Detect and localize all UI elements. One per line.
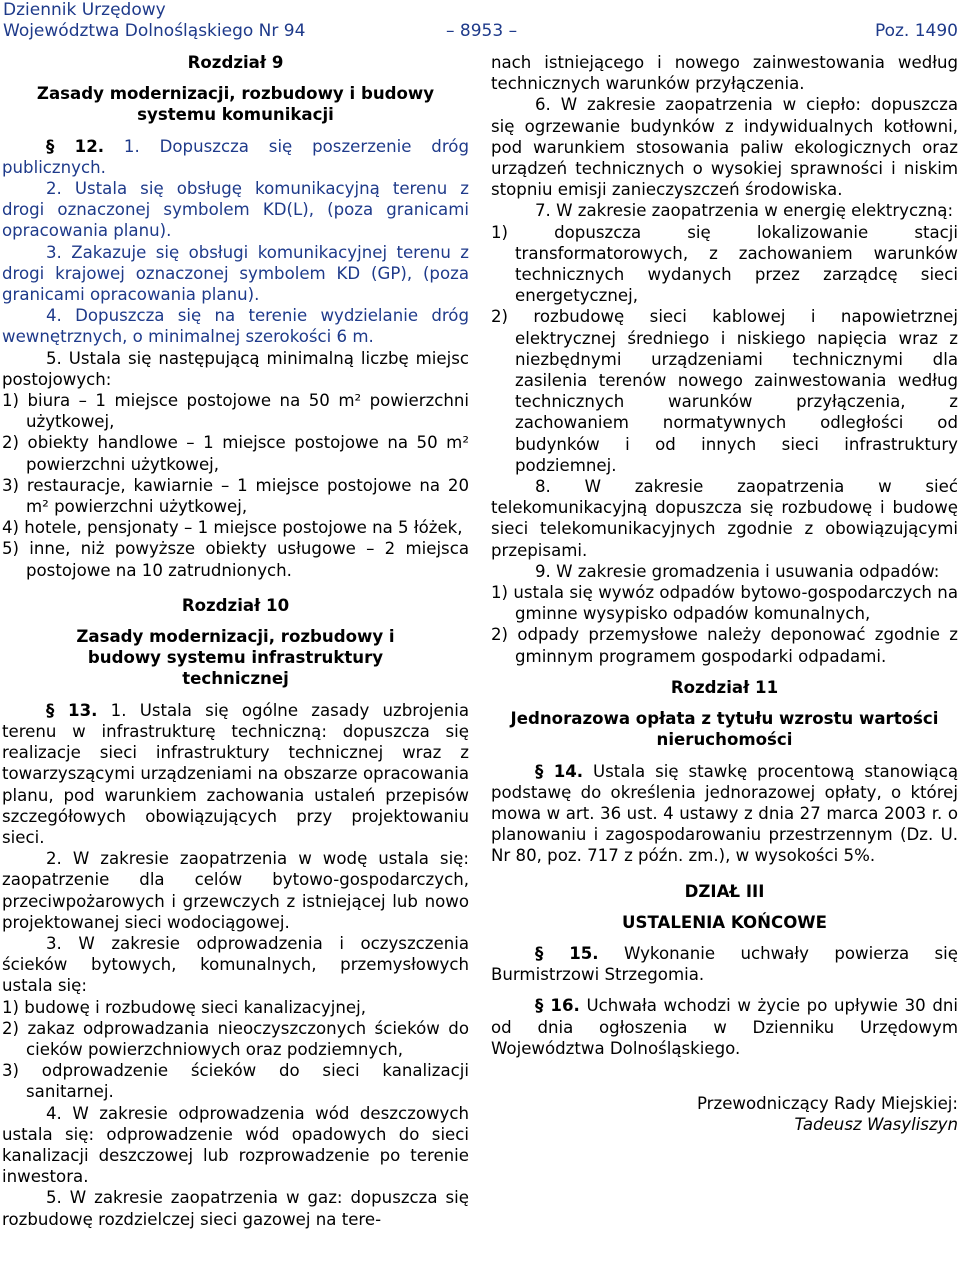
section-13-paragraph-9: 9. W zakresie gromadzenia i usuwania odpadów: — [535, 561, 940, 581]
section-16: § 16. Uchwała wchodzi w życie po upływie 30 dni od dnia ogłoszenia w Dzienniku Urzędowym Województwa Dolnośląskiego. — [491, 996, 958, 1058]
section-14: § 14. Ustala się stawkę procentową stanowiącą podstawę do określenia jednorazowej opłaty, o której mowa w art. 36 ust. 4 ustawy z dnia 27 marca 2003 r. o planowaniu i zagospodarowaniu przestrzennym (Dz. U. Nr 80, poz. 717 z późn. zm.), w wysokości 5%. — [491, 761, 958, 866]
section-12-number: § 12. — [46, 136, 105, 156]
part-3-title: DZIAŁ III — [684, 881, 765, 901]
list-item: 1) ustala się wywóz odpadów bytowo-gospodarczych na gminne wysypisko odpadów komunalnych, — [491, 583, 958, 624]
signature-role: Przewodniczący Rady Miejskiej: — [696, 1093, 958, 1113]
signature-name: Tadeusz Wasyliszyn — [794, 1115, 958, 1135]
section-13-paragraph-2: 2. W zakresie zaopatrzenia w wodę ustala się: zaopatrzenie dla celów bytowo-gospodarczych, przeciwpożarowych i grzewczych z istniejącej lub nowo projektowanej sieci wodociągowej. — [2, 849, 469, 932]
section-13-paragraph-5: 5. W zakresie zaopatrzenia w gaz: dopuszcza się rozbudowę rozdzielczej sieci gazowej na tere- — [2, 1188, 469, 1229]
section-15: § 15. Wykonanie uchwały powierza się Burmistrzowi Strzegomia. — [491, 943, 958, 985]
chapter-9-subtitle: Zasady modernizacji, rozbudowy i budowy systemu komunikacji — [36, 84, 435, 125]
section-13-number: § 13. — [46, 700, 98, 720]
list-item: 3) odprowadzenie ścieków do sieci kanalizacji sanitarnej. — [2, 1061, 469, 1102]
journal-issue: Województwa Dolnośląskiego Nr 94 — [3, 21, 306, 41]
part-3-subtitle: USTALENIA KOŃCOWE — [622, 912, 827, 932]
list-item: 4) hotele, pensjonaty – 1 miejsce postojowe na 5 łóżek, — [2, 518, 463, 538]
page-header — [0, 0, 960, 42]
list-item: 2) obiekty handlowe – 1 miejsce postojowe na 50 m² powierzchni użytkowej, — [2, 433, 469, 474]
section-13-paragraph-6: 6. W zakresie zaopatrzenia w ciepło: dopuszcza się ogrzewanie budynków z indywidualnych kotłowni, pod warunkiem stosowania paliw ekologicznych oraz urządzeń technicznych o wysokiej sprawności i niskim stopniu emisji zanieczyszczeń środowiska. — [491, 95, 958, 200]
chapter-11-title: Rozdział 11 — [670, 677, 779, 697]
list-item: 2) rozbudowę sieci kablowej i napowietrznej elektrycznej średniego i niskiego napięcia wraz z niezbędnymi urządzeniami technicznymi dla zasilenia terenów nowego zainwestowania według technicznych warunków przyłączenia, z zachowaniem normatywnych odległości od budynków i od innych sieci infrastruktury podziemnej. — [491, 307, 958, 475]
section-12-paragraph-2: 2. Ustala się obsługę komunikacyjną terenu z drogi oznaczonej symbolem KD(L), (poza granicami opracowania planu). — [2, 179, 469, 241]
position-number: Poz. 1490 — [874, 21, 958, 41]
section-12-paragraph-3: 3. Zakazuje się obsługi komunikacyjnej terenu z drogi krajowej oznaczonej symbolem KD (GP), (poza granicami opracowania planu). — [2, 242, 469, 305]
chapter-9-title: Rozdział 9 — [187, 53, 284, 72]
left-column — [2, 52, 469, 1230]
section-13-paragraph-7: 7. W zakresie zaopatrzenia w energię elektryczną: — [535, 201, 954, 221]
journal-title: Dziennik Urzędowy — [3, 0, 166, 20]
page-number: – 8953 – — [446, 21, 518, 41]
list-item: 1) budowę i rozbudowę sieci kanalizacyjnej, — [2, 997, 367, 1017]
section-12-paragraph-5: 5. Ustala się następującą minimalną liczbę miejsc postojowych: — [2, 348, 469, 389]
section-13-paragraph-1: § 13. 1. Ustala się ogólne zasady uzbrojenia terenu w infrastrukturę techniczną: dopuszcza się realizacje sieci infrastruktury technicznej wraz z towarzyszącymi urządzeniami na obszarze opracowania planu, pod warunkiem zachowania ustaleń przepisów szczegółowych obowiązujących przy projektowaniu sieci. — [2, 700, 469, 847]
chapter-10-subtitle: Zasady modernizacji, rozbudowy i budowy systemu infrastruktury technicznej — [76, 627, 395, 689]
section-13-paragraph-8: 8. W zakresie zaopatrzenia w sieć telekomunikacyjną dopuszcza się rozbudowę i budowę sieci telekomunikacyjnych zgodnie z obowiązującymi przepisami. — [491, 477, 958, 560]
list-item: 1) dopuszcza się lokalizowanie stacji transformatorowych, z zachowaniem warunków technicznych wydanych przez zarządcę sieci energetycznej, — [491, 222, 958, 306]
list-item: 1) biura – 1 miejsce postojowe na 50 m² powierzchni użytkowej, — [2, 391, 469, 432]
list-item: 2) odpady przemysłowe należy deponować zgodnie z gminnym programem gospodarki odpadami. — [491, 625, 958, 666]
section-15-number: § 15. — [535, 943, 599, 963]
list-item: 3) restauracje, kawiarnie – 1 miejsce postojowe na 20 m² powierzchni użytkowej, — [2, 475, 469, 517]
chapter-11-subtitle: Jednorazowa opłata z tytułu wzrostu wartości nieruchomości — [510, 709, 939, 750]
section-13-paragraph-3: 3. W zakresie odprowadzenia i oczyszczenia ścieków bytowych, komunalnych, przemysłowych ustala się: — [2, 933, 469, 996]
section-12-paragraph-1: § 12. 1. Dopuszcza się poszerzenie dróg publicznych. — [2, 136, 469, 177]
list-item: 2) zakaz odprowadzania nieoczyszczonych ścieków do cieków powierzchniowych oraz podziemnych, — [2, 1018, 469, 1059]
section-12-paragraph-4: 4. Dopuszcza się na terenie wydzielanie dróg wewnętrznych, o minimalnej szerokości 6 m. — [2, 306, 469, 347]
section-13-paragraph-4: 4. W zakresie odprowadzenia wód deszczowych ustala się: odprowadzenie wód opadowych do sieci kanalizacji deszczowej lub rozprowadzenie po terenie inwestora. — [2, 1103, 469, 1187]
right-column — [491, 52, 958, 1135]
section-14-number: § 14. — [535, 761, 584, 781]
section-16-number: § 16. — [535, 996, 580, 1016]
section-13-paragraph-5-continued: nach istniejącego i nowego zainwestowania według technicznych warunków przyłączenia. — [491, 53, 958, 94]
list-item: 5) inne, niż powyższe obiekty usługowe – 2 miejsca postojowe na 10 zatrudnionych. — [2, 539, 469, 580]
chapter-10-title: Rozdział 10 — [181, 595, 290, 615]
